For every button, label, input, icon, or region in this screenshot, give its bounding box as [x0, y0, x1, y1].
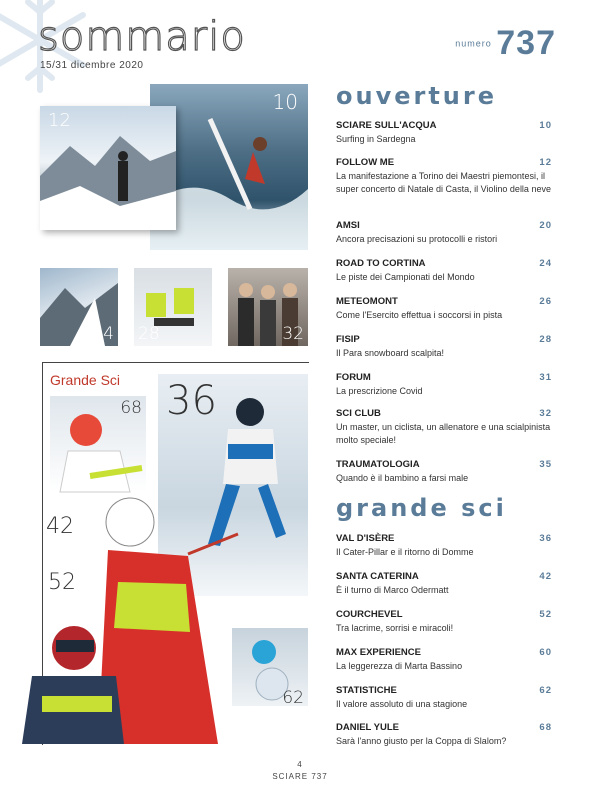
toc-entry[interactable] — [336, 220, 552, 246]
issue-number-label: numero — [455, 38, 492, 49]
page-number-28: 28 — [138, 324, 160, 344]
entry-desc: Quando è il bambino a farsi male — [336, 473, 469, 483]
toc-entry[interactable] — [336, 120, 552, 146]
entry-desc: Ancora precisazioni su protocolli e ristori — [336, 234, 498, 244]
entry-desc: La manifestazione a Torino dei Maestri piemontesi, il super concerto di Natale di Casta, il Violino della neve — [336, 171, 551, 194]
entry-title: COURCHEVEL — [336, 609, 403, 620]
entry-title: STATISTICHE — [336, 685, 397, 696]
entry-page: 68 — [539, 722, 552, 733]
entry-title: SCIARE SULL'ACQUA — [336, 120, 437, 131]
courchevel-illustration — [12, 596, 124, 744]
entry-title: SCI CLUB — [336, 408, 381, 419]
entry-page: 24 — [539, 258, 552, 269]
toc-entry[interactable] — [336, 685, 552, 711]
grande-sci-label: Grande Sci — [50, 372, 121, 388]
entry-desc: È il turno di Marco Odermatt — [336, 585, 449, 595]
entry-title: METEOMONT — [336, 296, 398, 307]
photo-courchevel[interactable] — [12, 570, 124, 744]
entry-page: 60 — [539, 647, 552, 658]
issue-date: 15/31 dicembre 2020 — [40, 60, 144, 71]
toc-entry[interactable] — [336, 408, 552, 446]
entry-page: 32 — [539, 408, 552, 419]
entry-title: VAL D'ISÈRE — [336, 533, 395, 544]
toc-entry[interactable] — [336, 157, 552, 195]
entry-title: FOLLOW ME — [336, 157, 395, 168]
page-number-24: 24 — [92, 324, 114, 344]
entry-page: 10 — [539, 120, 552, 131]
section-heading-ouverture: ouverture — [336, 82, 498, 110]
page-number-42: 42 — [46, 514, 74, 539]
issue-number-value: 737 — [496, 24, 556, 62]
photo-sci-club[interactable] — [228, 268, 308, 346]
page-number-36: 36 — [166, 378, 217, 424]
page-number-68: 68 — [120, 398, 142, 418]
toc-entry[interactable] — [336, 609, 552, 635]
toc-entry[interactable] — [336, 571, 552, 597]
page-title: sommario — [38, 14, 246, 60]
toc-entry[interactable] — [336, 459, 552, 485]
footer-magazine: SCIARE 737 — [272, 772, 328, 781]
page-number-52: 52 — [48, 570, 76, 595]
toc-entry[interactable] — [336, 372, 552, 398]
entry-page: 20 — [539, 220, 552, 231]
entry-desc: La prescrizione Covid — [336, 386, 423, 396]
entry-desc: Sarà l'anno giusto per la Coppa di Slalom? — [336, 736, 507, 746]
entry-desc: Come l'Esercito effettua i soccorsi in pista — [336, 310, 503, 320]
entry-page: 26 — [539, 296, 552, 307]
entry-page: 28 — [539, 334, 552, 345]
entry-page: 31 — [539, 372, 552, 383]
page-number-32: 32 — [282, 324, 304, 344]
entry-title: FORUM — [336, 372, 371, 383]
section-heading-grande-sci: grande sci — [336, 494, 507, 522]
entry-title: FISIP — [336, 334, 360, 345]
photo-daniel-yule[interactable] — [50, 396, 146, 492]
toc-entry[interactable] — [336, 334, 552, 360]
toc-entry[interactable] — [336, 647, 552, 673]
page-number-12: 12 — [48, 110, 71, 131]
entry-title: TRAUMATOLOGIA — [336, 459, 420, 470]
entry-title: ROAD TO CORTINA — [336, 258, 426, 269]
footer-page-number: 4 — [297, 760, 303, 769]
entry-title: DANIEL YULE — [336, 722, 399, 733]
entry-desc: Tra lacrime, sorrisi e miracoli! — [336, 623, 454, 633]
issue-number — [455, 24, 556, 63]
photo-cortina-slope[interactable] — [40, 268, 118, 346]
photo-statistiche[interactable] — [232, 628, 308, 706]
entry-desc: Il valore assoluto di una stagione — [336, 699, 468, 709]
toc-entry[interactable] — [336, 533, 552, 559]
entry-page: 35 — [539, 459, 552, 470]
page-number-10: 10 — [272, 90, 298, 114]
entry-title: MAX EXPERIENCE — [336, 647, 421, 658]
entry-desc: La leggerezza di Marta Bassino — [336, 661, 463, 671]
entry-page: 62 — [539, 685, 552, 696]
photo-snowboard[interactable] — [134, 268, 212, 346]
entry-page: 52 — [539, 609, 552, 620]
entry-page: 42 — [539, 571, 552, 582]
entry-title: AMSI — [336, 220, 360, 231]
entry-page: 12 — [539, 157, 552, 168]
toc-entry[interactable] — [336, 258, 552, 284]
entry-page: 36 — [539, 533, 552, 544]
page-number-62: 62 — [282, 688, 304, 708]
entry-title: SANTA CATERINA — [336, 571, 419, 582]
entry-desc: Il Cater-Pillar e il ritorno di Domme — [336, 547, 474, 557]
toc-entry[interactable] — [336, 296, 552, 322]
photo-violinist[interactable] — [40, 106, 176, 230]
toc-entry[interactable] — [336, 722, 552, 748]
entry-desc: Le piste dei Campionati del Mondo — [336, 272, 475, 282]
entry-desc: Il Para snowboard scalpita! — [336, 348, 445, 358]
entry-desc: Surfing in Sardegna — [336, 134, 416, 144]
entry-desc: Un master, un ciclista, un allenatore e una scialpinista molto speciale! — [336, 422, 551, 445]
